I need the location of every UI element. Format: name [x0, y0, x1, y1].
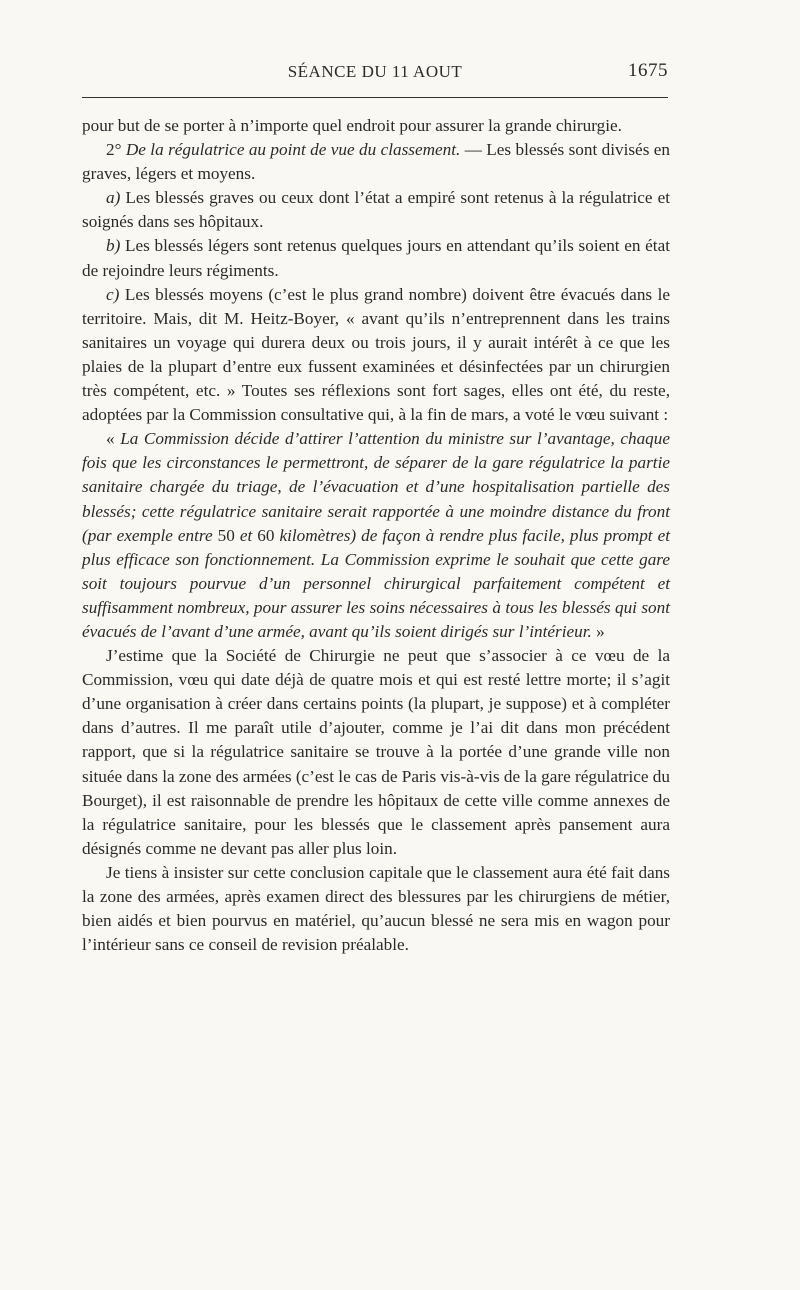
paragraph-1: pour but de se porter à n’importe quel endroit pour assurer la grande chirurgie.: [82, 116, 622, 135]
item-letter-b: b): [106, 236, 121, 256]
paragraph-2-text: — Les blessés sont divisés en graves, légers et moyens.: [82, 140, 670, 184]
paragraph-6: J’estime que la Société de Chirurgie ne peut que s’associer à ce vœu de la Commission, vœu qui date déjà de quatre mois et qui est resté lettre morte; il s’agit d’une organisation à créer dans certains points (la plupart, je suppose) et à compléter dans d’autres. Il me paraît utile d’ajouter, comme je l’ai dit dans mon précédent rapport, que si la régulatrice sanitaire se trouve à la portée d’une grande ville non située dans la zone des armées (c’est le cas de Paris vis-à-vis de la gare régulatrice du Bourget), il est raisonnable de prendre les hôpitaux de cette ville comme annexes de la régulatrice sanitaire, pour les blessés que le classement après pansement aura désignés comme ne devant pas aller plus loin.: [82, 646, 670, 858]
paragraph-a: [82, 186, 670, 234]
quote-number-2: 60: [257, 525, 275, 545]
quote-mid: et: [234, 525, 258, 545]
running-head: SÉANCE DU 11 AOUT: [287, 62, 463, 81]
quote-close: »: [591, 621, 605, 641]
quote-part-2: kilomètres) de façon à rendre plus facile, plus prompt et plus efficace son fonctionnement. La Commission exprime le souhait que cette gare soit toujours pourvue d’un personnel chirurgical parfaitement compétent et suffisamment nombreux, pour assurer les soins nécessaires à tous les blessés qui sont évacués de l’avant d’une armée, avant qu’ils soient dirigés sur l’intérieur.: [82, 525, 670, 641]
paragraph-a-text: Les blessés graves ou ceux dont l’état a empiré sont retenus à la régulatrice et soignés dans ses hôpitaux.: [82, 188, 670, 232]
quote-open: «: [106, 429, 121, 449]
section-heading: De la régulatrice au point de vue du classement.: [125, 140, 461, 160]
item-number: 2°: [106, 140, 122, 160]
page-number: 1675: [628, 60, 668, 81]
paragraph-2: [82, 138, 670, 186]
paragraph-b-text: Les blessés légers sont retenus quelques jours en attendant qu’ils soient en état de rejoindre leurs régiments.: [82, 236, 670, 280]
paragraph-c-text: Les blessés moyens (c’est le plus grand nombre) doivent être évacués dans le territoire. Mais, dit M. Heitz-Boyer, « avant qu’ils n’entreprennent dans les trains sanitaires un voyage qui durera deux ou trois jours, il y aurait intérêt à ce que les plaies de la plupart d’entre eux fussent examinées et désinfectées par un chirurgien très compétent, etc. » Toutes ses réflexions sont fort sages, elles ont été, du reste, adoptées par la Commission consultative qui, à la fin de mars, a voté le vœu suivant :: [82, 284, 670, 425]
commission-quote: [82, 427, 670, 644]
paragraph-c: [82, 283, 670, 428]
quote-part-1: La Commission décide d’attirer l’attention du ministre sur l’avantage, chaque fois que les circonstances le permettront, de séparer de la gare régulatrice la partie sanitaire chargée du triage, de l’évacuation et d’une hospitalisation partielle des blessés; cette régulatrice sanitaire serait rapportée à une moindre distance du front (par exemple entre: [82, 429, 670, 545]
page-header: [82, 58, 668, 86]
header-rule: [82, 97, 668, 98]
quote-number-1: 50: [217, 525, 235, 545]
paragraph-b: [82, 234, 670, 282]
item-letter-a: a): [106, 188, 121, 208]
paragraph-7: Je tiens à insister sur cette conclusion capitale que le classement aura été fait dans la zone des armées, après examen direct des blessures par les chirurgiens de métier, bien aidés et bien pourvus en matériel, qu’aucun blessé ne sera mis en wagon pour l’intérieur sans ce conseil de revision préalable.: [82, 862, 670, 955]
body-text: [82, 114, 670, 957]
item-letter-c: c): [106, 284, 120, 304]
